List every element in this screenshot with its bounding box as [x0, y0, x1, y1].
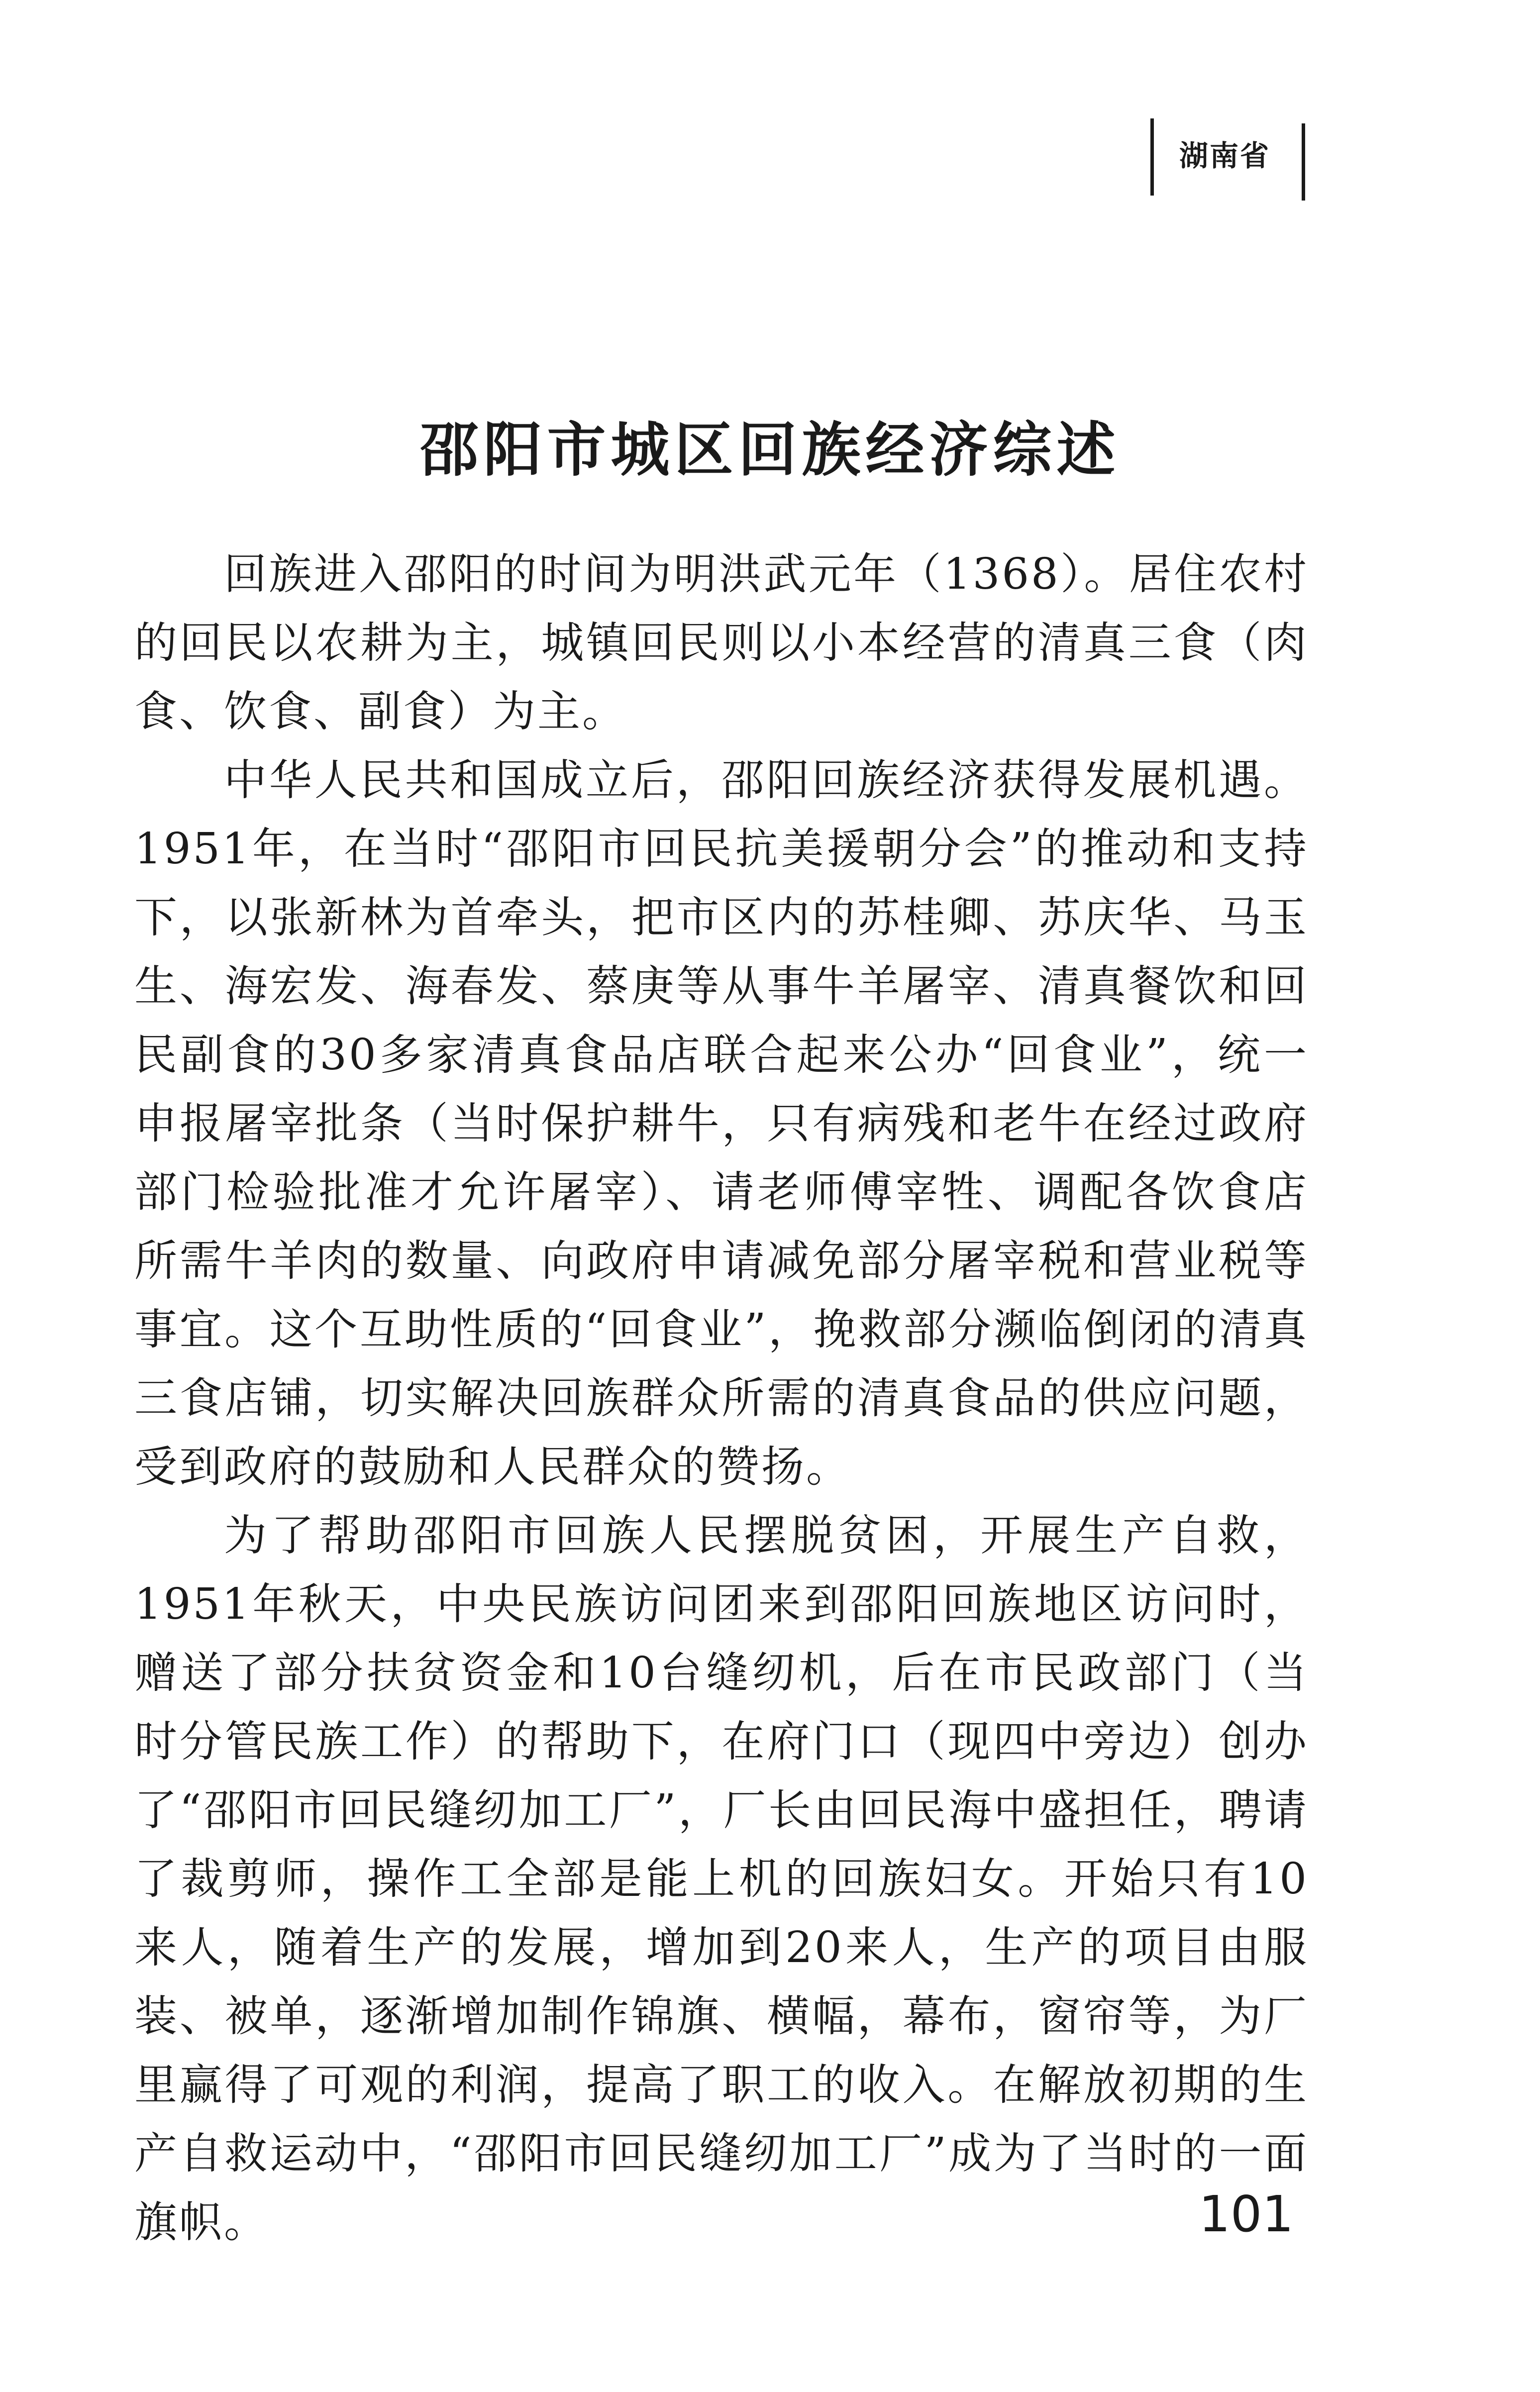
paragraph: 中华人民共和国成立后，邵阳回族经济获得发展机遇。1951年，在当时“邵阳市回民抗美援朝分会”的推动和支持下，以张新林为首牵头，把市区内的苏桂卿、苏庆华、马玉生、海宏发、海春发、蔡庚等从事牛羊屠宰、清真餐饮和回民副食的30多家清真食品店联合起来公办“回食业”，统一申报屠宰批条（当时保护耕牛，只有病残和老牛在经过政府部门检验批准才允许屠宰）、请老师傅宰牲、调配各饮食店所需牛羊肉的数量、向政府申请减免部分屠宰税和营业税等事宜。这个互助性质的“回食业”，挽救部分濒临倒闭的清真三食店铺，切实解决回族群众所需的清真食品的供应问题，受到政府的鼓励和人民群众的赞扬。	[134, 755, 1309, 1492]
running-header	[1144, 118, 1309, 201]
article-body	[134, 540, 1309, 2257]
article-title: 邵阳市城区回族经济综述	[419, 416, 1121, 485]
running-head-label: 湖南省	[1179, 139, 1271, 173]
paragraph: 回族进入邵阳的时间为明洪武元年（1368）。居住农村的回民以农耕为主，城镇回民则以小本经营的清真三食（肉食、饮食、副食）为主。	[134, 549, 1309, 736]
header-divider-right	[1302, 123, 1305, 201]
page-number: 101	[1199, 2185, 1294, 2243]
paragraph: 为了帮助邵阳市回族人民摆脱贫困，开展生产自救，1951年秋天，中央民族访问团来到邵阳回族地区访问时，赠送了部分扶贫资金和10台缝纫机，后在市民政部门（当时分管民族工作）的帮助下，在府门口（现四中旁边）创办了“邵阳市回民缝纫加工厂”，厂长由回民海中盛担任，聘请了裁剪师，操作工全部是能上机的回族妇女。开始只有10来人，随着生产的发展，增加到20来人，生产的项目由服装、被单，逐渐增加制作锦旗、横幅，幕布，窗帘等，为厂里赢得了可观的利润，提高了职工的收入。在解放初期的生产自救运动中，“邵阳市回民缝纫加工厂”成为了当时的一面旗帜。	[134, 1511, 1309, 2247]
header-divider-left	[1150, 118, 1154, 196]
